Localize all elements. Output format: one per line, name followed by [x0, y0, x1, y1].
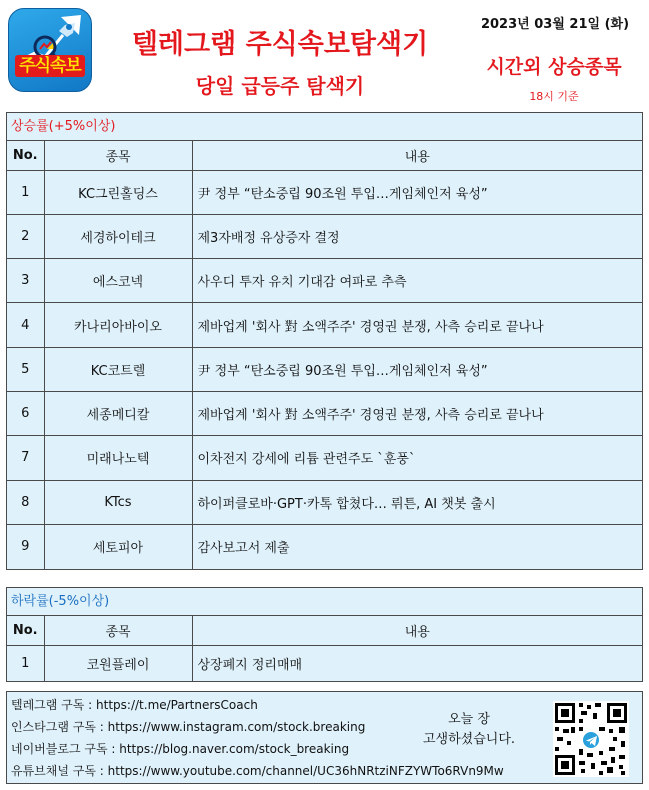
column-header-no: No.: [7, 141, 44, 170]
table-row: [7, 391, 642, 435]
table-row: [7, 645, 642, 681]
stock-news: 감사보고서 제출: [192, 524, 642, 568]
row-number: 1: [7, 170, 44, 214]
rising-table: [7, 141, 642, 569]
greeting: [415, 710, 523, 750]
stock-news: 尹 정부 “탄소중립 90조원 투입…게임체인저 육성”: [192, 347, 642, 391]
table-header-row: [7, 141, 642, 170]
row-number: 4: [7, 303, 44, 347]
table-row: [7, 480, 642, 524]
row-number: 2: [7, 214, 44, 258]
stock-name: 미래나노텍: [44, 436, 192, 480]
stock-news: 제3자배정 유상증자 결정: [192, 214, 642, 258]
stock-news: 제바업계 '회사 對 소액주주' 경영권 분쟁, 사측 승리로 끝나나: [192, 391, 642, 435]
stock-name: 카나리아바이오: [44, 303, 192, 347]
report-heading: 시간외 상승종목: [486, 56, 622, 78]
table-row: [7, 436, 642, 480]
time-basis: 18시 기준: [529, 90, 579, 103]
youtube-link[interactable]: 유튜브채널 구독 : https://www.youtube.com/channel/UC36hNRtziNFZYWTo6RVn9Mw: [11, 764, 504, 778]
report-date: 2023년 03월 21일 (화): [480, 17, 630, 32]
app-logo: [8, 8, 92, 92]
telegram-icon: [581, 730, 601, 750]
row-number: 7: [7, 436, 44, 480]
stock-name: 세토피아: [44, 524, 192, 568]
row-number: 9: [7, 524, 44, 568]
column-header-no: No.: [7, 616, 44, 645]
row-number: 8: [7, 480, 44, 524]
falling-table: [7, 616, 642, 681]
greeting-line-1: 오늘 장: [448, 712, 490, 727]
stock-news: 제바업계 '회사 對 소액주주' 경영권 분쟁, 사측 승리로 끝나나: [192, 303, 642, 347]
greeting-line-2: 고생하셨습니다.: [422, 732, 516, 747]
rocket-chart-icon: [9, 9, 92, 92]
table-row: [7, 303, 642, 347]
row-number: 3: [7, 259, 44, 303]
rising-section-title: 상승률(+5%이상): [7, 113, 642, 141]
column-header-name: 종목: [44, 616, 192, 645]
stock-news: 상장폐지 정리매매: [192, 645, 642, 681]
row-number: 6: [7, 391, 44, 435]
table-row: [7, 214, 642, 258]
stock-news: 이차전지 강세에 리튬 관련주도 `훈풍`: [192, 436, 642, 480]
stock-name: KC그린홀딩스: [44, 170, 192, 214]
footer: [6, 691, 643, 784]
column-header-content: 내용: [192, 616, 642, 645]
table-row: [7, 170, 642, 214]
table-header-row: [7, 616, 642, 645]
page-title: 텔레그램 주식속보탐색기: [131, 29, 429, 60]
instagram-link[interactable]: 인스타그램 구독 : https://www.instagram.com/stock.breaking: [11, 720, 366, 734]
column-header-name: 종목: [44, 141, 192, 170]
telegram-link[interactable]: 텔레그램 구독 : https://t.me/PartnersCoach: [11, 698, 258, 712]
stock-name: 세종메디칼: [44, 391, 192, 435]
stock-name: 에스코넥: [44, 259, 192, 303]
falling-section: [6, 587, 643, 682]
naver-blog-link[interactable]: 네이버블로그 구독 : https://blog.naver.com/stock_breaking: [11, 742, 350, 756]
stock-name: KTcs: [44, 480, 192, 524]
stock-news: 尹 정부 “탄소중립 90조원 투입…게임체인저 육성”: [192, 170, 642, 214]
column-header-content: 내용: [192, 141, 642, 170]
header: [0, 0, 649, 110]
logo-label: 주식속보: [15, 55, 85, 77]
falling-section-title: 하락률(-5%이상): [7, 588, 642, 616]
row-number: 1: [7, 645, 44, 681]
row-number: 5: [7, 347, 44, 391]
stock-name: 세경하이테크: [44, 214, 192, 258]
stock-news: 사우디 투자 유치 기대감 여파로 추측: [192, 259, 642, 303]
page-subtitle: 당일 급등주 탐색기: [195, 74, 365, 98]
table-row: [7, 347, 642, 391]
stock-name: KC코트렐: [44, 347, 192, 391]
table-row: [7, 259, 642, 303]
stock-name: 코원플레이: [44, 645, 192, 681]
table-row: [7, 524, 642, 568]
stock-news: 하이퍼클로바·GPT·카톡 합쳤다… 뤼튼, AI 챗봇 출시: [192, 480, 642, 524]
rising-section: [6, 112, 643, 570]
